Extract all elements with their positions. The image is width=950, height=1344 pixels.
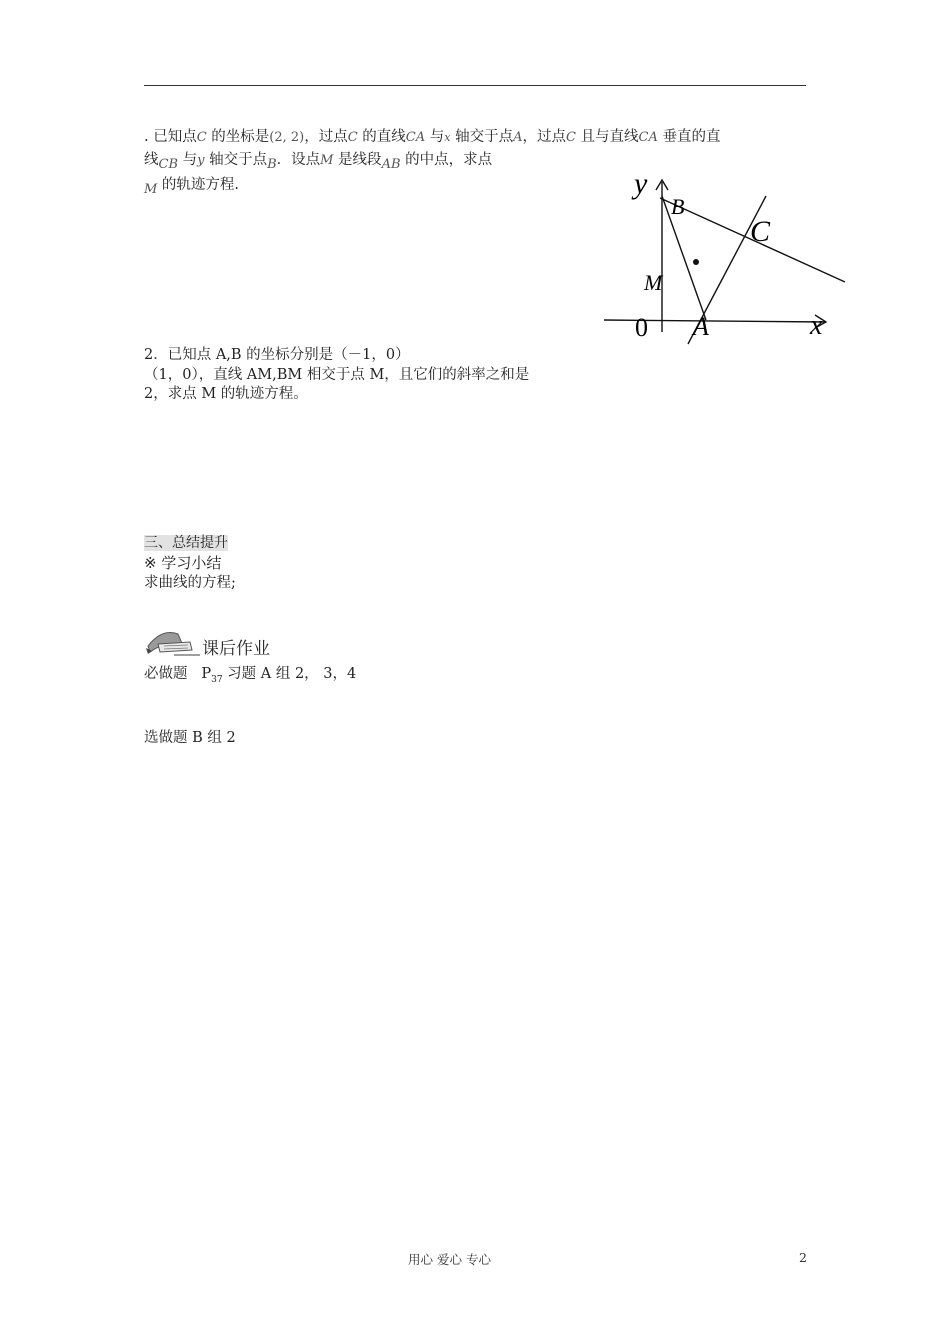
label-M: M (644, 270, 663, 295)
math-A: A (513, 130, 523, 145)
problem1-line1 (144, 128, 720, 147)
text: 的轨迹方程. (157, 177, 240, 193)
math-AB: AB (381, 157, 401, 172)
text: ．设点 (276, 152, 321, 168)
footer-motto: 用心 爱心 专心 (408, 1252, 491, 1267)
text: ，过点 (304, 129, 348, 145)
page-ref-sub: 37 (211, 674, 223, 685)
header-rule (144, 85, 806, 86)
text: ，过点 (522, 129, 566, 145)
text: 垂直的直 (657, 129, 721, 145)
summary-heading (144, 534, 228, 552)
homework-optional: 选做题 B 组 2 (144, 730, 236, 746)
math-x: x (444, 131, 451, 144)
math-CB: CB (158, 157, 178, 172)
math-C: C (565, 130, 576, 145)
label-B: B (671, 194, 685, 219)
page-ref: P (201, 666, 212, 682)
label-y: y (634, 167, 648, 200)
math-M: M (144, 182, 158, 197)
math-C: C (196, 130, 207, 145)
math-coord: (2, 2) (269, 130, 305, 145)
text: 且与直线 (575, 129, 639, 145)
coordinate-figure (596, 160, 856, 350)
text: . 已知点 (144, 129, 197, 145)
text: 是线段 (333, 152, 382, 168)
homework-required (144, 665, 356, 689)
text: 轴交于点 (204, 152, 268, 168)
homework-title: 课后作业 (202, 639, 270, 659)
label-A: A (693, 312, 709, 341)
text: 的直线 (357, 129, 406, 145)
text: 线 (144, 152, 159, 168)
text: 的中点，求点 (400, 152, 493, 168)
problem2-line3: 2，求点 M 的轨迹方程。 (144, 386, 308, 402)
required-label: 必做题 (144, 666, 188, 682)
text: 的坐标是 (206, 129, 270, 145)
problem1-line2 (144, 151, 492, 170)
label-C: C (750, 215, 771, 248)
math-CA: CA (405, 130, 426, 145)
text: 与 (178, 152, 198, 168)
text: 轴交于点 (450, 129, 514, 145)
text: 与 (425, 129, 445, 145)
problem2-line2: （1，0），直线 AM,BM 相交于点 M，且它们的斜率之和是 (144, 367, 530, 383)
label-x: x (810, 310, 823, 341)
problem1-line3 (144, 176, 239, 195)
book-pen-icon (144, 624, 200, 658)
math-B: B (267, 157, 277, 172)
summary-text: 求曲线的方程; (144, 575, 236, 591)
problem2-line1: 2．已知点 A,B 的坐标分别是（－1，0） (144, 347, 410, 363)
required-items: 习题 A 组 2， 3，4 (222, 666, 357, 682)
section-heading: 三、总结提升 (144, 535, 228, 551)
midpoint-dot (693, 259, 699, 265)
math-y: y (197, 153, 205, 168)
math-CA: CA (638, 130, 658, 145)
label-origin: 0 (635, 313, 648, 342)
summary-subheading: ※ 学习小结 (144, 554, 222, 572)
math-C: C (347, 130, 358, 145)
math-M: M (320, 153, 334, 168)
page-number: 2 (799, 1250, 807, 1265)
